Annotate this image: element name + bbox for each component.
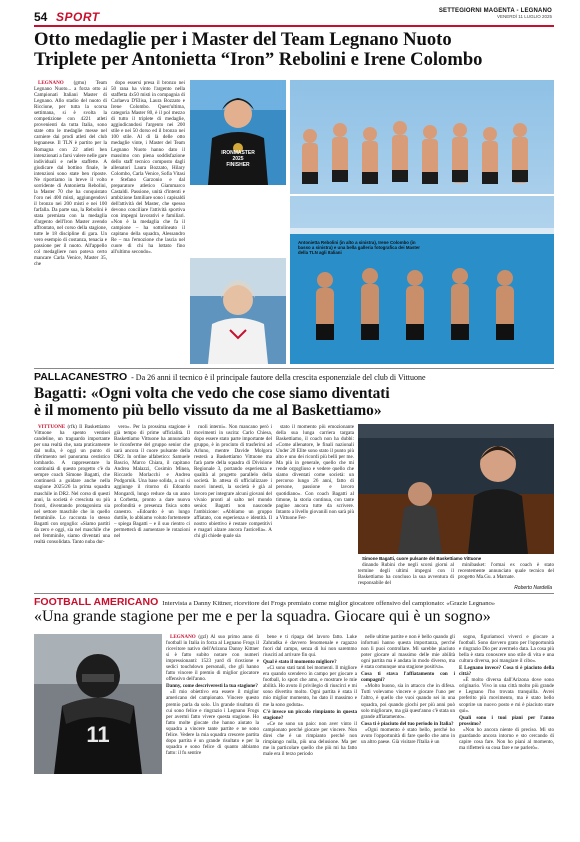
article1-dateline: LEGNANO: [38, 80, 64, 86]
article2-byline: Roberto Nardella: [514, 585, 552, 591]
photo-team-art: [290, 80, 554, 364]
divider-2: [34, 593, 554, 594]
jersey-number: 11: [86, 722, 110, 747]
article3-col1-text: (gzl) Al suo primo anno di football in Italia in forza al Legnano Frogs il ricevitore nativo dell'Arizona Danny Kittner si è fatto subito notare con numeri impressionanti: 1523 yard di ricezione e sedici touchdown personali, che gli hanno fatto vincere il premio di miglior giocatore offensivo dell'anno.: [166, 634, 259, 683]
article2-kicker-text: - Da 26 anni il tecnico è il principale fautore della crescita esponenziale del club di Vittuone: [131, 373, 426, 382]
article3-question-1: Danny, come descriveresti la tua stagione?: [166, 683, 258, 690]
article1-col1-text: (gmu) Team Legnano Nuoto... a forza otto ai Campionati Italiani Master di Legnano. Allo stadio del nuoto di Riccione, per tutta la scorsa settimana, si è svolta la competizione con 4221 atleti provenienti da tutta Italia, sono state otto le medaglie messe nel carniere dai prodi atleti del club legnanese. Il TLN è partito per la Romagna con 22 atleti ben intenzionati a farsi valere nelle gare individuali e nelle staffette. A giudicare dal bottino finale, le intenzioni sono state ben riposte. Ne riportiamo in breve il volto sorridente di Antonietta Rebolini, la Master 70 che ha conquistato l'oro nei 400 misti, aggiungendovi il bronzo nei 200 misti e nei 100 farfalla. Da parte sua, la Rebolini è stata premiata con la medaglia d'argento dell'Iron Master avendo affrontato, nel corso della stagione, tutte le 18 discipline di gara. Un vero esempio di costanza, tenacia e passione per il nuoto. All'appello col medagliere non poteva certo mancare Carla Venice, Master 35, che: [34, 80, 107, 268]
article3-col4c-text: «Non ho ancora niente di preciso. Mi sto guardando ancora intorno e sto cercando di capire cosa fare. Non ho piani al momento, ma rifletterò su cosa fare e ne parlerò».: [459, 726, 554, 751]
article2-caption: Simone Bagatti, cuore pulsante del Baskettiamo Vittuone: [362, 556, 482, 561]
article2-col3: [194, 424, 272, 582]
article3-col4b-text: «È molto diversa dall'Arizona dove sono originario. Vivo in una città molto più grande e Legnano l'ho trovata tranquilla. Avrei preferito più movimento, ma è stato bello scoprire un nuovo posto e mi è piaciuto stare qui».: [459, 677, 554, 714]
article3-col2: [263, 634, 357, 800]
shirt-text-1: IRONMASTER: [221, 150, 255, 156]
article2-col5: [358, 562, 454, 590]
article2-col3-text: ruoli interni». Non mancano però i movimenti in uscita: Carlo Chiesa, dopo essere stato parte importante del gruppo, è in procinto di trasferirsi ad Arluno, mentre Davide Molgora resterà a Baskettiamo Vittuone ma farà parte della squadra di Divisione Regionale 3, portando esperienza e qualità al progetto parallelo della società. In attesa di ufficializzare i nuovi innesti, la società è già al lavoro per integrare alcuni giovani del vivaio pronti al salto nel mondo senior. Bagatti non nasconde l'ambizione: «Abbiamo un gruppo affiatato, con esperienza e identità. Il nostro obiettivo è restare competitivi e magari alzare ancora l'asticella». A chi gli chiede quale sia: [194, 424, 272, 539]
photo-kittner-art: [34, 634, 162, 774]
article2-col6-text: minibasket: l'ormai ex coach è stato recentemente annunciato quale tecnico del progetto Ma.Gu. a Marnate.: [458, 562, 554, 581]
header-rule: [34, 25, 554, 27]
photo-rebolini: [190, 80, 286, 185]
masthead: [439, 8, 552, 19]
article2-col2-text: vero». Per la prossima stagione è già tempo di prime ufficialità. Il Baskettiamo Vittuone ha annunciato le riconferme del gruppo senior che sarà ancora il cuore pulsante della DR2. In ordine alfabetico: Samuele Bascio, Marco Chiara, il capitano Andrea Malazzi, Cosimin Minea, Riccardo Morlacchi e Andrea Podgornik. Una base solida, a cui si aggiunge il ritorno di Edoardo Mongardi, lungo reduce da un anno a Corbetta, pronto a dare nuova profondità e presenza fisica sotto canestro. «Edoardo è un lungo duttile, lo abbiamo voluto fortemente – spiega Bagatti – e il suo rientro ci permetterà di aumentare le rotazioni nel: [114, 424, 190, 539]
photo-bagatti-art: [358, 424, 554, 554]
article2-kicker: [34, 371, 426, 383]
article3-kicker: [34, 596, 495, 608]
article1-headline-line2: Triplete per Antonietta “Iron” Rebolini e Irene Colombo: [34, 49, 483, 71]
photo-bagatti: [358, 424, 554, 554]
article2-col4: [276, 424, 354, 582]
photo-team: [290, 80, 554, 364]
article3-question-2: Qual è stato il momento migliore?: [263, 659, 337, 666]
article2-col1: [34, 424, 110, 582]
article3-col2b-text: «Ci sono stati tanti bei momenti. Il migliore era quando scendevo in campo per giocare a football, lo sport che amo, e mostrare le mie abilità. Ho avuto il privilegio di riuscirci e mi sono divertito molto. Ogni partita è stata il mio miglior momento, ho dato il massimo e me la sono goduta».: [263, 665, 357, 708]
photo-colombo: [190, 258, 286, 364]
article1-headline-line1: Otto medaglie per i Master del Team Legnano Nuoto: [34, 29, 452, 50]
article1-col2-text: dopo essersi presa il bronzo nei 50 rana ha vinto l'argento nella staffetta 4x50 misti in compagnia di Carlaeva D'Elisa, Laura Bozzato e Irene Colombo. Quest'ultima, categoria Master 80, è il pol mezzo di tutto il triplete di medaglie, aggiudicandosi l'argento nei 200 stile e nei 50 dorso ed il bronzo nei 100 stile. Al di là delle otto medaglie vinte, i Master del Team Legnano Nuoto hanno dato il massimo con piena soddisfazione dello staff tecnico composto dagli allenatori Laura Bozzato, Hilary Colombo, Carla Venice, Sofia Vitasi e Stefano Garzonio e dal preparatore atletico Giammarco Castaldi. Passione, unità d'intenti e ambizione familiare sono i capisaldi dell'attività del Master, che spesso devono conciliare l'attività sportiva con impegni lavorativi e familiari. «Non è la medaglia che fa il campione – ha sottolineato il capitano della squadra, Alessandro Re – ma l'emozione che lascia nel cuore di chi ha lottato fino all'ultimo secondo».: [111, 80, 185, 256]
photo-kittner: [34, 634, 162, 774]
article2-headline-line1: Bagatti: «Ogni volta che vedo che cose siamo diventati: [34, 385, 390, 402]
article3-col3c-text: «Ogni momento è stato bello, perché ho avuto l'opportunità di fare quello che amo in un altro paese. Già visitare l'Italia è un: [361, 726, 455, 745]
shirt-text-3: FINISHER: [226, 162, 250, 168]
photo-colombo-art: [190, 258, 286, 364]
article3-question-7: Quali sono i tuoi piani per l'anno prossimo?: [459, 714, 554, 727]
article3-col4: [459, 634, 554, 800]
article3-col3b-text: «Molto buono, sia in attacco che in difesa. Tutti volevamo vincere e giocare l'uno per l'altro, è quello che vuoi quando sei in una squadra, poi quando giochi per più anni può solo migliorare, ma già quest'anno c'è stata un grande affiatamento».: [361, 683, 455, 720]
masthead-title: SETTEGIORNI MAGENTA - LEGNANO: [438, 8, 552, 14]
article3-col3: [361, 634, 455, 800]
divider-1: [34, 368, 554, 369]
article2-headline: [34, 386, 390, 419]
article3-dateline: LEGNANO: [170, 634, 196, 640]
article3-kicker-tag: FOOTBALL AMERICANO: [34, 596, 159, 608]
article2-col2: [114, 424, 190, 582]
article3-headline: «Una grande stagione per me e per la squadra. Giocare qui è un sogno»: [34, 608, 491, 625]
article3-question-3: C'è invece un piccolo rimpianto in questa stagione?: [263, 708, 357, 721]
article2-col5-text: dinando Rubini che negli scorsi giorni al termine degli ultimi impegni con il Baskettiamo ha concluso la sua avventura di responsabile del: [358, 562, 454, 587]
article1-col2: [111, 80, 185, 364]
article3-col2-text: bene e ti ripaga del lavoro fatto. Luke Zahradka è davvero fenomenale e ragazzo fuori dal campo, senza di lui non saremmo riusciti ad arrivare fin qui.: [263, 634, 357, 659]
article3-col4-text: sogno, figuriamoci viverci e giocare a football. Sono davvero grato per l'opportunità e ringrazio Dio per avermelo data. La cosa più bella è stata conoscere uno stile di vita e una cultura diversa, poi mangiare il cibo».: [459, 634, 554, 665]
article3-question-6: E Legnano invece? Cosa ti è piaciuto della città?: [459, 665, 554, 678]
article2-col4-text: stato il momento più emozionante della sua lunga carriera targata Baskettiamo, il coach non ha dubbi: «Come allenatore, le finali nazionali Under 20 Elite sono stato il punto più alto e uno dei ricordi più belli per me. Ma più in generale, quello che mi rende orgoglioso e vedere quello che siamo diventati come società: un percorso lungo 26 anni, fatto di persone, passione e lavoro quotidiano». Con coach Bagatti al timone, la storia continua, con tante pagine ancora tutte da scrivere. Intanto a livello giovanili non sarà più a Vittuone Fer-: [276, 424, 354, 521]
page-header: [0, 0, 580, 28]
article1-caption: Antonietta Rebolini (in alto a sinistra), Irene Colombo (in basso a sinistra) e una bella galleria fotografica dei Master della TLN agli Italiani: [298, 240, 421, 256]
shirt-text-2: 2025: [232, 156, 244, 162]
article1-col1: [34, 80, 107, 364]
article2-headline-line2: è il momento più bello vissuto da me al Baskettiamo»: [34, 401, 382, 419]
article2-dateline: VITTUONE: [38, 424, 66, 430]
article3-col3-text: nelle ultime partite e non è bello quando gli infortuni hanno questa importanza, perché non li puoi controllare. Mi sarebbe piaciuto poter giocare al massimo delle mie abilità ogni partita ma è andata in modo diverso, ma è stata comunque una stagione positiva».: [361, 634, 455, 671]
article1-headline: [34, 30, 482, 70]
article3-question-4: Cosa ti stava l'affiatamento con i compagni?: [361, 671, 455, 684]
photo-rebolini-shirt: [190, 150, 286, 168]
article3-kicker-text: Intervista a Danny Kittner, ricevitore dei Frogs premiato come miglior giocatore offensivo del campionato: «Grazie Legnano»: [162, 600, 496, 607]
photo-rebolini-art: [190, 80, 286, 185]
article2-col6: [458, 562, 554, 584]
section-label: SPORT: [56, 10, 100, 24]
article3-col1b-text: «Il mio obiettivo era essere il miglior americano del campionato. Vincere questo premio parla da solo. Un grande risultato di cui sono felice e ringrazio i Legnano Frogs per avermi fatto vivere questa stagione. Ho fatto molte giocate che hanno aiutato la squadra a vincere tante partite e ne sono felice. Vedere la mia squadra crescere partita dopo partita è un grande risultato e per la squadra e sono felice di quanto abbiamo fatto: il fu sentire: [166, 689, 259, 756]
article2-kicker-tag: PALLACANESTRO: [34, 371, 128, 383]
masthead-date: VENERDÌ 11 LUGLIO 2025: [497, 14, 552, 19]
article3-col1: [166, 634, 259, 800]
page-number: 54: [34, 10, 48, 24]
article2-col1-text: (rfk) Il Baskettiamo Vittuone ha spento ventisei candeline, un traguardo importante per una realtà che, nata praticamente dal nulla, è oggi un punto di riferimento nel panorama cestistico lombardo. A rappresentare la continuità di questo progetto c'è da sempre coach Simone Bagatti, che continuerà a guidare anche nella stagione 2025/26 la prima squadra maschile in DR2. Nel corso di questi anni, la società è cresciuta su più fronti, diventando protagonista sia nel settore maschile che in quello femminile. Lo racconta lo stesso Bagatti con orgoglio: «Siamo partiti da zero e oggi, sia nel maschile che nel femminile, siamo diventati una realtà consolidata. Tanto nuba dur-: [34, 424, 110, 545]
article3-col2c-text: «Ce ne sono un paio: non aver vinto il campionato perché giocare per vincere. Non direi che è un rimpianto perché non rimpiango nulla, più una delusione. Ma per me in particolare quello che più mi ha fatto male era il terzo periodo: [263, 720, 357, 757]
article3-question-5: Cosa ti è piaciuto del tuo periodo in Italia?: [361, 720, 454, 727]
